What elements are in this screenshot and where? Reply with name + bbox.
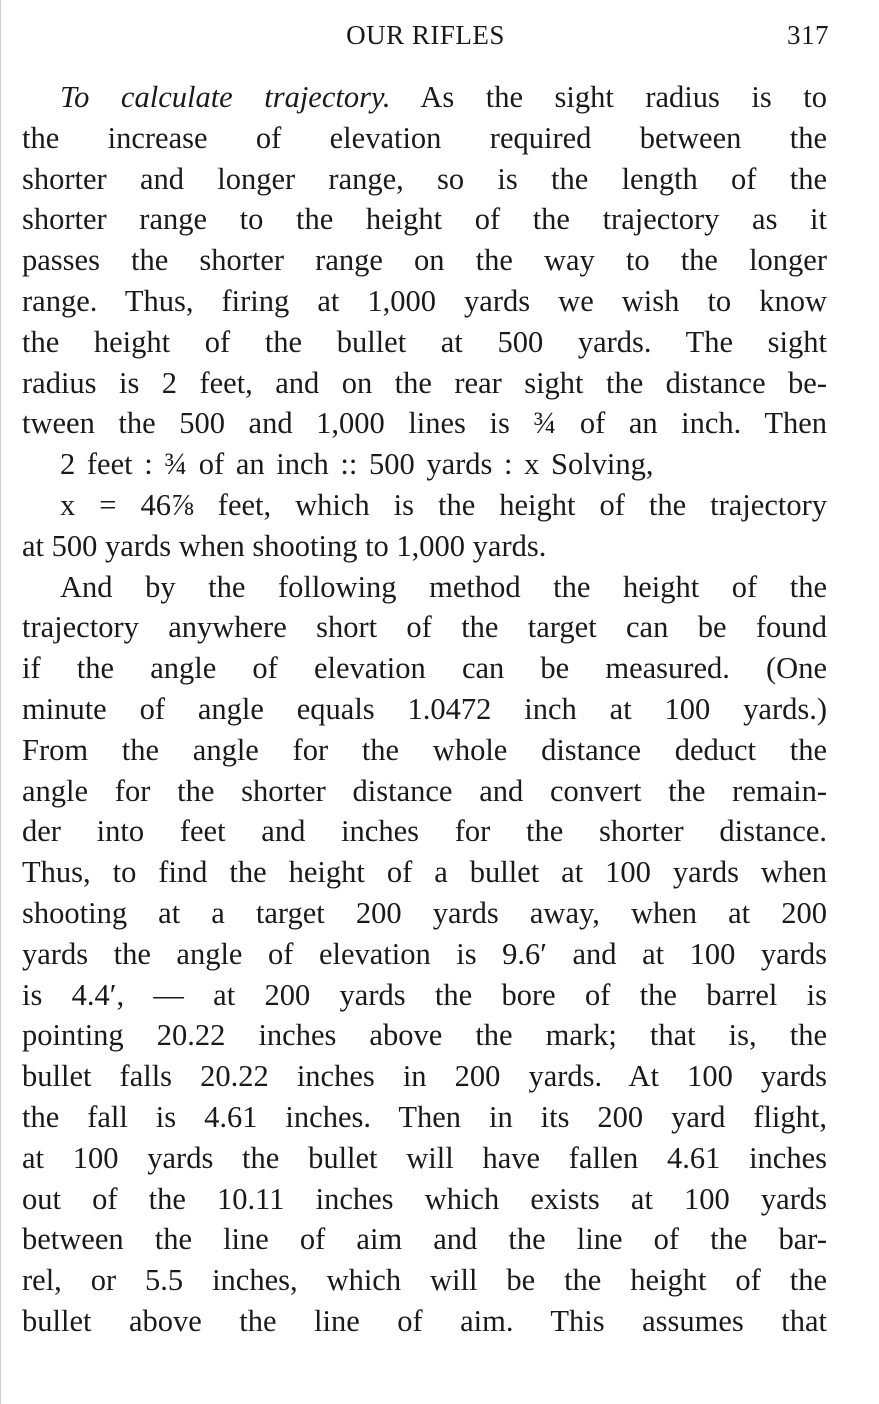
text-line: minute of angle equals 1.0472 inch at 100 yards.)	[22, 691, 827, 726]
text-line: the fall is 4.61 inches. Then in its 200 yard flight,	[22, 1099, 827, 1134]
text-line: To calculate trajectory. As the sight radius is to	[60, 80, 827, 114]
formula-line: 2 feet : ¾ of an inch :: 500 yards : x Solving,	[60, 447, 654, 482]
text-line: bullet falls 20.22 inches in 200 yards. At 100 yards	[22, 1059, 827, 1094]
page-number: 317	[787, 20, 829, 50]
text-line: the increase of elevation required between the	[22, 120, 827, 155]
page-edge	[0, 0, 1, 1404]
text-line: the height of the bullet at 500 yards. The sight	[22, 324, 827, 359]
text-line: between the line of aim and the line of the bar-	[22, 1222, 827, 1257]
text-line: And by the following method the height of the	[60, 569, 827, 604]
text-line: if the angle of elevation can be measured. (One	[22, 651, 827, 686]
body-text	[22, 77, 827, 1342]
text-line: range. Thus, firing at 1,000 yards we wish to know	[22, 283, 827, 318]
text-line: bullet above the line of aim. This assumes that	[22, 1303, 827, 1338]
text-line: x = 46⅞ feet, which is the height of the trajectory	[60, 487, 827, 522]
text-line: shorter and longer range, so is the length of the	[22, 161, 827, 196]
text-line: passes the shorter range on the way to the longer	[22, 243, 827, 278]
text-line: rel, or 5.5 inches, which will be the height of the	[22, 1263, 827, 1298]
text-line: at 500 yards when shooting to 1,000 yards.	[22, 528, 547, 563]
running-header	[22, 14, 829, 58]
text-line: tween the 500 and 1,000 lines is ¾ of an inch. Then	[22, 406, 827, 441]
text-line: pointing 20.22 inches above the mark; that is, the	[22, 1018, 827, 1053]
text-line: at 100 yards the bullet will have fallen 4.61 inches	[22, 1140, 827, 1175]
text-line: radius is 2 feet, and on the rear sight the distance be-	[22, 365, 827, 400]
text-line: shooting at a target 200 yards away, when at 200	[22, 895, 827, 930]
running-title: OUR RIFLES	[346, 20, 505, 50]
text-line: shorter range to the height of the trajectory as it	[22, 202, 827, 237]
text-line: yards the angle of elevation is 9.6′ and at 100 yards	[22, 936, 827, 971]
text-line: is 4.4′, — at 200 yards the bore of the barrel is	[22, 977, 827, 1012]
text-line: angle for the shorter distance and convert the remain-	[22, 773, 827, 808]
run-in-heading: To calculate trajectory.	[60, 80, 391, 114]
text-line: From the angle for the whole distance deduct the	[22, 732, 827, 767]
text-line: out of the 10.11 inches which exists at 100 yards	[22, 1181, 827, 1216]
text-line: der into feet and inches for the shorter distance.	[22, 814, 827, 849]
text-line: trajectory anywhere short of the target can be found	[22, 610, 827, 645]
text-line: Thus, to find the height of a bullet at 100 yards when	[22, 855, 827, 890]
